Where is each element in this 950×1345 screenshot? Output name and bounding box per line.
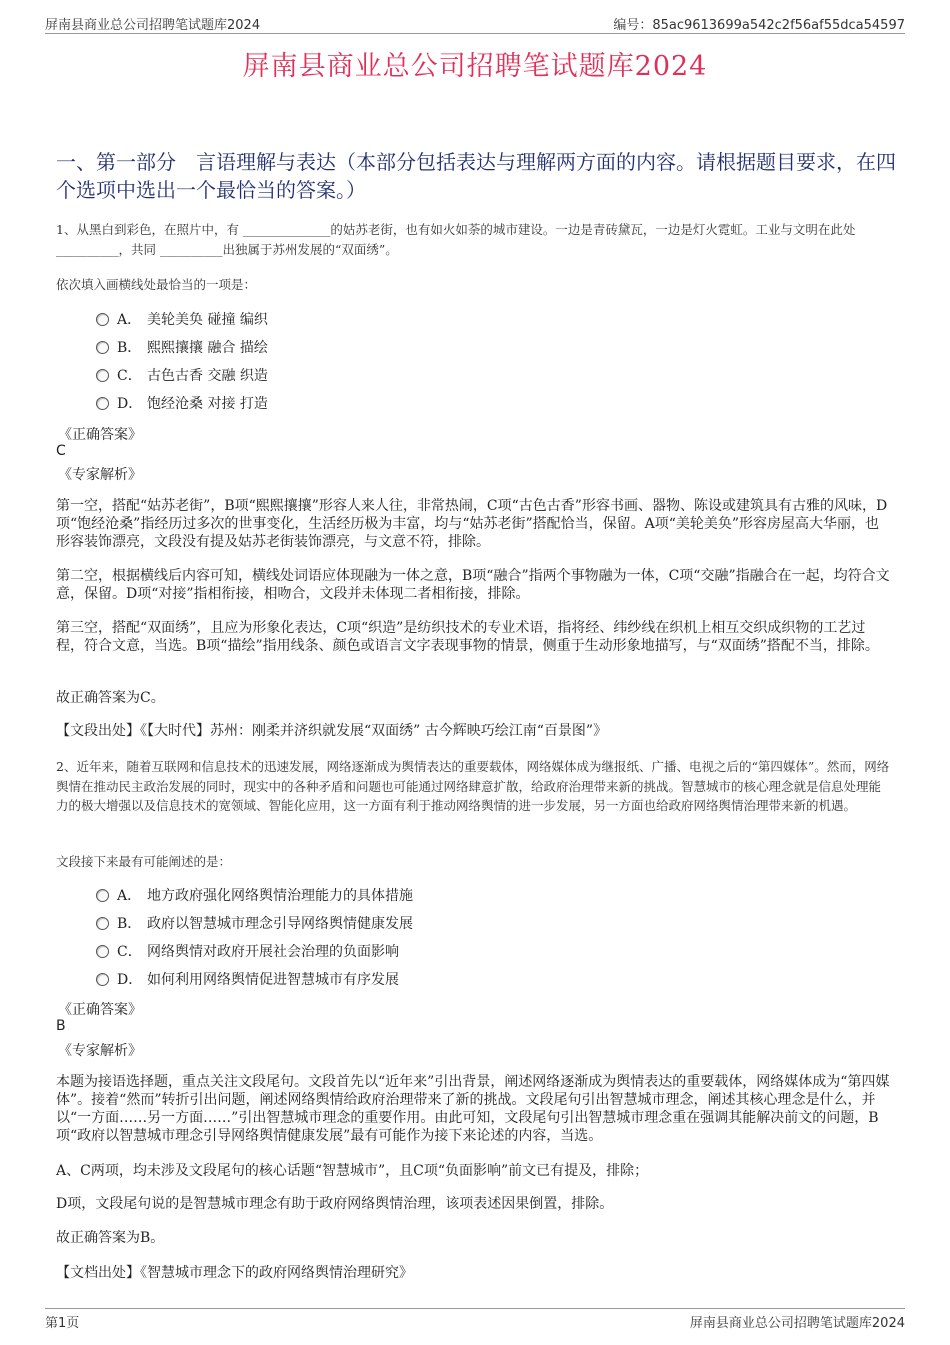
question-2-option-b[interactable] [96,912,413,934]
option-key: B． [117,916,142,932]
option-key: B． [117,340,142,356]
question-2-prompt: 文段接下来最有可能阐述的是： [56,854,232,869]
section-heading: 一、第一部分 言语理解与表达（本部分包括表达与理解两方面的内容。请根据题目要求，在四个选项中选出一个最恰当的答案。） [56,150,896,202]
header-doc-title: 屏南县商业总公司招聘笔试题库2024 [45,18,261,33]
radio-button-icon[interactable] [96,313,109,326]
option-key: A． [117,888,142,904]
option-key: D． [117,396,143,412]
radio-button-icon[interactable] [96,397,109,410]
question-2-analysis-para: A、C两项，均未涉及文段尾句的核心话题“智慧城市”，且C项“负面影响”前文已有提及，排除； [56,1163,649,1179]
question-2-analysis-para: D项，文段尾句说的是智慧城市理念有助于政府网络舆情治理，该项表述因果倒置，排除。 [56,1196,614,1212]
option-text: 美轮美奂 碰撞 编织 [147,312,268,328]
question-1-analysis-para: 第一空，搭配“姑苏老街”，B项“熙熙攘攘”形容人来人往，非常热闹，C项“古色古香”形容书画、器物、陈设或建筑具有古雅的风味，D项“饱经沧桑”指经历过多次的世事变化，生活经历极为丰富，均与“姑苏老街”搭配恰当，保留。A项“美轮美奂”形容房屋高大华丽，也形容装饰漂亮，文段没有提及姑苏老街装饰漂亮，与文意不符，排除。 [56,498,888,550]
question-2-text: 2、近年来，随着互联网和信息技术的迅速发展，网络逐渐成为舆情表达的重要载体，网络媒体成为继报纸、广播、电视之后的“第四媒体”。然而，网络舆情在推动民主政治发展的同时，现实中的各种矛盾和问题也可能通过网络肆意扩散，给政府治理带来新的挑战。智慧城市的核心理念就是信息处理能力的极大增强以及信息技术的宽领域、智能化应用，这一方面有利于推动网络舆情的进一步发展，另一方面也给政府网络舆情治理带来新的机遇。 [56,759,890,813]
footer-divider [45,1308,905,1309]
question-1-text: 1、从黑白到彩色，在照片中，有 ______________的姑苏老街，也有如火如荼的城市建设。一边是青砖黛瓦，一边是灯火霓虹。工业与文明在此处 __________，共同 __________出独属于苏州发展的“双面绣”。 [56,222,856,257]
option-text: 政府以智慧城市理念引导网络舆情健康发展 [147,916,413,932]
page-title: 屏南县商业总公司招聘笔试题库2024 [242,51,708,82]
radio-button-icon[interactable] [96,945,109,958]
page-number: 第1页 [45,1316,80,1331]
question-2-analysis-label: 《专家解析》 [58,1043,142,1059]
radio-button-icon[interactable] [96,341,109,354]
question-2-analysis-para: 本题为接语选择题，重点关注文段尾句。文段首先以“近年来”引出背景，阐述网络逐渐成为舆情表达的重要载体，网络媒体成为“第四媒体”。接着“然而”转折引出问题，阐述网络舆情给政府治理带来了新的挑战。文段尾句引出智慧城市理念，阐述其核心理念是什么，并以“一方面……另一方面……”引出智慧城市理念的重要作用。由此可知，文段尾句引出智慧城市理念重在强调其能解决前文的问题，B项“政府以智慧城市理念引导网络舆情健康发展”最有可能作为接下来论述的内容，当选。 [56,1074,890,1144]
question-2-answer-label: 《正确答案》 [58,1002,142,1018]
option-text: 网络舆情对政府开展社会治理的负面影响 [147,944,399,960]
option-text: 饱经沧桑 对接 打造 [147,396,268,412]
question-2-source: 【文档出处】《智慧城市理念下的政府网络舆情治理研究》 [56,1265,413,1281]
page-header [45,14,905,34]
question-2-answer: B [56,1018,66,1034]
option-text: 地方政府强化网络舆情治理能力的具体措施 [147,888,413,904]
question-2-option-c[interactable] [96,940,399,962]
question-1-answer-label: 《正确答案》 [58,427,142,443]
question-1-answer: C [56,443,66,459]
option-text: 熙熙攘攘 融合 描绘 [147,340,268,356]
question-2-option-a[interactable] [96,884,413,906]
question-1-option-a[interactable] [96,308,268,330]
option-key: D． [117,972,143,988]
header-doc-id: 编号：85ac9613699a542c2f56af55dca54597 [613,18,905,33]
question-1-analysis-para: 第三空，搭配“双面绣”，且应为形象化表达，C项“织造”是纺织技术的专业术语，指将经、纬纱线在织机上相互交织成织物的工艺过程，符合文意，当选。B项“描绘”指用线条、颜色或语言文字表现事物的情景，侧重于生动形象地描写，与“双面绣”搭配不当，排除。 [56,620,879,654]
header-divider [45,33,905,34]
option-key: C． [117,944,142,960]
question-1-prompt: 依次填入画横线处最恰当的一项是： [56,277,257,292]
question-2-conclusion: 故正确答案为B。 [56,1230,165,1246]
question-1-source: 【文段出处】《【大时代】苏州：刚柔并济织就发展“双面绣” 古今辉映巧绘江南“百景图”》 [56,723,608,739]
option-key: A． [117,312,142,328]
question-2-option-d[interactable] [96,968,399,990]
question-1-conclusion: 故正确答案为C。 [56,690,165,706]
question-1-option-d[interactable] [96,392,268,414]
question-1-option-c[interactable] [96,364,268,386]
radio-button-icon[interactable] [96,369,109,382]
question-1-analysis-label: 《专家解析》 [58,467,142,483]
option-text: 古色古香 交融 织造 [147,368,268,384]
option-key: C． [117,368,142,384]
footer-doc-title: 屏南县商业总公司招聘笔试题库2024 [689,1316,905,1331]
radio-button-icon[interactable] [96,973,109,986]
radio-button-icon[interactable] [96,917,109,930]
option-text: 如何利用网络舆情促进智慧城市有序发展 [147,972,399,988]
question-1-analysis-para: 第二空，根据横线后内容可知，横线处词语应体现融为一体之意，B项“融合”指两个事物融为一体，C项“交融”指融合在一起，均符合文意，保留。D项“对接”指相衔接，相吻合，文段并未体现二者相衔接，排除。 [56,568,890,602]
radio-button-icon[interactable] [96,889,109,902]
question-1-option-b[interactable] [96,336,268,358]
